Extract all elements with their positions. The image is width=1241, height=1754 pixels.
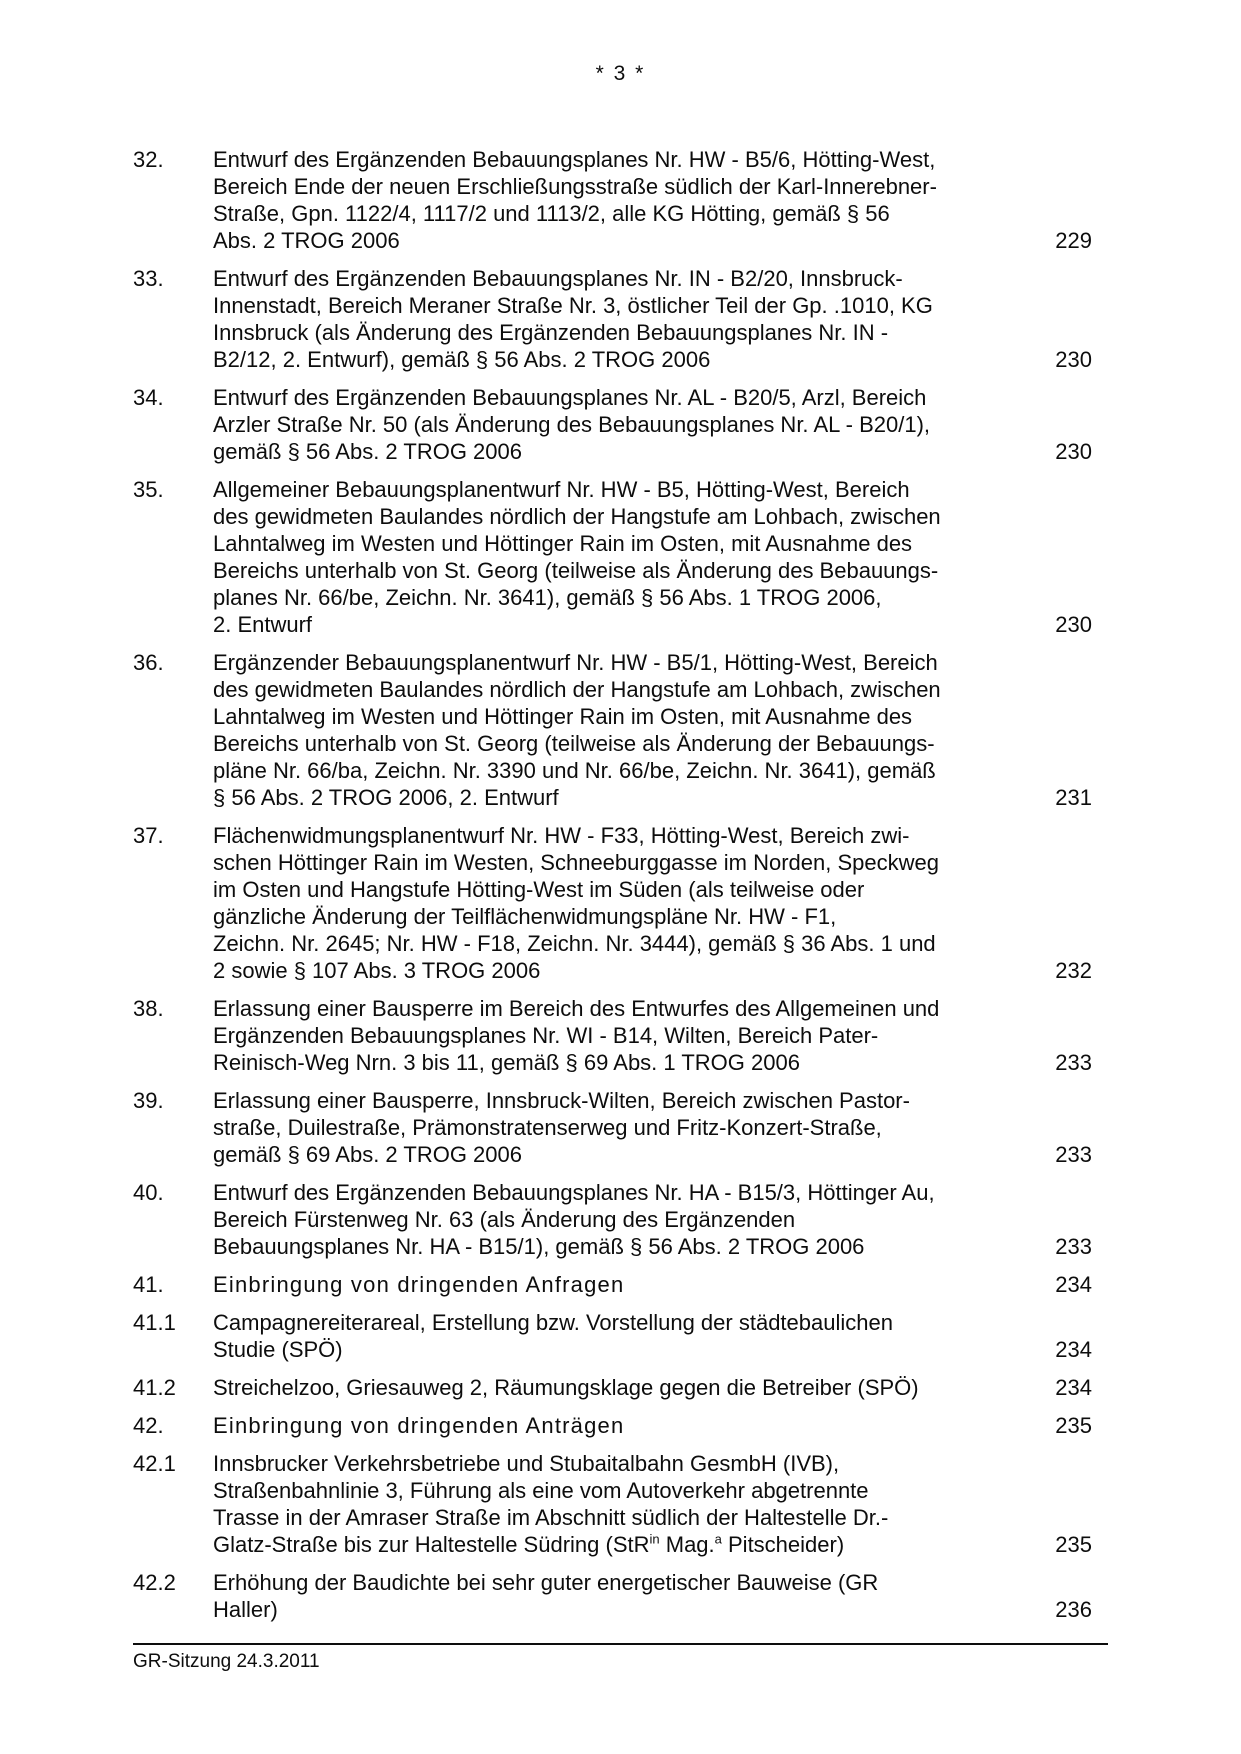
toc-list [133, 146, 1092, 1634]
toc-item-pagenum: 235 [1055, 1532, 1092, 1557]
toc-item-text [213, 146, 1013, 254]
toc-item-line: pläne Nr. 66/ba, Zeichn. Nr. 3390 und Nr. 66/be, Zeichn. Nr. 3641), gemäß [213, 758, 936, 783]
toc-item-line: Bebauungsplanes Nr. HA - B15/1), gemäß § 56 Abs. 2 TROG 2006 [213, 1234, 865, 1259]
toc-item-line: Streichelzoo, Griesauweg 2, Räumungsklage gegen die Betreiber (SPÖ) [213, 1375, 919, 1400]
toc-item-number: 42.2 [133, 1570, 176, 1595]
toc-item-line: Abs. 2 TROG 2006 [213, 228, 400, 253]
toc-item-line: Trasse in der Amraser Straße im Abschnitt südlich der Haltestelle Dr.- [213, 1505, 889, 1530]
toc-item-text [213, 476, 1013, 638]
toc-item-line: Innsbrucker Verkehrsbetriebe und Stubaitalbahn GesmbH (IVB), [213, 1451, 840, 1476]
toc-item-line: Lahntalweg im Westen und Höttinger Rain im Osten, mit Ausnahme des [213, 531, 913, 556]
toc-item-line: Erhöhung der Baudichte bei sehr guter energetischer Bauweise (GR [213, 1570, 879, 1595]
toc-item-number: 40. [133, 1180, 164, 1205]
toc-item-line: Innenstadt, Bereich Meraner Straße Nr. 3, östlicher Teil der Gp. .1010, KG [213, 293, 933, 318]
toc-item-line: B2/12, 2. Entwurf), gemäß § 56 Abs. 2 TROG 2006 [213, 347, 711, 372]
toc-item-number: 42.1 [133, 1451, 176, 1476]
toc-item-pagenum: 229 [1055, 228, 1092, 253]
toc-item-line: des gewidmeten Baulandes nördlich der Hangstufe am Lohbach, zwischen [213, 677, 941, 702]
toc-item-line: im Osten und Hangstufe Hötting-West im Süden (als teilweise oder [213, 877, 865, 902]
toc-item [133, 1309, 1092, 1363]
toc-item-number: 42. [133, 1413, 164, 1438]
footer-session-label: GR-Sitzung 24.3.2011 [133, 1651, 320, 1672]
toc-item-number: 36. [133, 650, 164, 675]
toc-item-text [213, 1569, 1013, 1623]
toc-item-text [213, 384, 1013, 465]
toc-item-line: Reinisch-Weg Nrn. 3 bis 11, gemäß § 69 Abs. 1 TROG 2006 [213, 1050, 800, 1075]
toc-item-line: Glatz-Straße bis zur Haltestelle Südring (StR$^{in}$ Mag.$^a$ Pitscheider) [213, 1531, 845, 1557]
toc-item [133, 822, 1092, 984]
toc-item-line: Bereichs unterhalb von St. Georg (teilweise als Änderung des Bebauungs- [213, 558, 939, 583]
toc-item-line: Haller) [213, 1597, 278, 1622]
toc-item [133, 1569, 1092, 1623]
toc-item-text [213, 1412, 1013, 1439]
toc-item-line: des gewidmeten Baulandes nördlich der Hangstufe am Lohbach, zwischen [213, 504, 941, 529]
toc-item-text [213, 1087, 1013, 1168]
toc-item-line: Zeichn. Nr. 2645; Nr. HW - F18, Zeichn. Nr. 3444), gemäß § 36 Abs. 1 und [213, 931, 936, 956]
toc-item-line: Bereichs unterhalb von St. Georg (teilweise als Änderung der Bebauungs- [213, 731, 935, 756]
toc-item-line: Straße, Gpn. 1122/4, 1117/2 und 1113/2, alle KG Hötting, gemäß § 56 [213, 201, 890, 226]
toc-item-line: Arzler Straße Nr. 50 (als Änderung des Bebauungsplanes Nr. AL - B20/1), [213, 412, 931, 437]
toc-item-pagenum: 236 [1055, 1597, 1092, 1622]
toc-item-pagenum: 230 [1055, 439, 1092, 464]
toc-item-text [213, 1374, 1013, 1401]
toc-item-line: gemäß § 69 Abs. 2 TROG 2006 [213, 1142, 522, 1167]
toc-item-pagenum: 233 [1055, 1234, 1092, 1259]
toc-item-number: 34. [133, 385, 164, 410]
toc-item-number: 39. [133, 1088, 164, 1113]
toc-item-line: Lahntalweg im Westen und Höttinger Rain im Osten, mit Ausnahme des [213, 704, 913, 729]
toc-item-pagenum: 230 [1055, 347, 1092, 372]
toc-item [133, 1179, 1092, 1260]
toc-item-line: planes Nr. 66/be, Zeichn. Nr. 3641), gemäß § 56 Abs. 1 TROG 2006, [213, 585, 882, 610]
toc-item-line: Entwurf des Ergänzenden Bebauungsplanes Nr. HA - B15/3, Höttinger Au, [213, 1180, 935, 1205]
toc-item-pagenum: 234 [1055, 1337, 1092, 1362]
toc-item [133, 1450, 1092, 1558]
toc-item-line: gemäß § 56 Abs. 2 TROG 2006 [213, 439, 522, 464]
toc-item-line: Entwurf des Ergänzenden Bebauungsplanes Nr. IN - B2/20, Innsbruck- [213, 266, 903, 291]
toc-item-pagenum: 232 [1055, 958, 1092, 983]
toc-item-number: 32. [133, 147, 164, 172]
toc-item-pagenum: 230 [1055, 612, 1092, 637]
toc-item [133, 1271, 1092, 1298]
toc-item-number: 38. [133, 996, 164, 1021]
toc-item-line: Flächenwidmungsplanentwurf Nr. HW - F33, Hötting-West, Bereich zwi- [213, 823, 910, 848]
toc-item-line: Ergänzenden Bebauungsplanes Nr. WI - B14, Wilten, Bereich Pater- [213, 1023, 879, 1048]
superscript-text: in [649, 1531, 660, 1547]
toc-item-line: Bereich Fürstenweg Nr. 63 (als Änderung des Ergänzenden [213, 1207, 796, 1232]
toc-item-text [213, 1271, 1013, 1298]
toc-item-line: Allgemeiner Bebauungsplanentwurf Nr. HW - B5, Hötting-West, Bereich [213, 477, 910, 502]
toc-item-line: 2. Entwurf [213, 612, 313, 637]
toc-item-line: Erlassung einer Bausperre im Bereich des Entwurfes des Allgemeinen und [213, 996, 940, 1021]
toc-item [133, 1087, 1092, 1168]
page-number-header: * 3 * [595, 62, 646, 85]
toc-item-line: § 56 Abs. 2 TROG 2006, 2. Entwurf [213, 785, 559, 810]
toc-item [133, 384, 1092, 465]
toc-item-text [213, 1309, 1013, 1363]
toc-item-text [213, 1450, 1013, 1558]
toc-item-line: Ergänzender Bebauungsplanentwurf Nr. HW - B5/1, Hötting-West, Bereich [213, 650, 938, 675]
footer-divider [133, 1643, 1108, 1645]
toc-item-line: Einbringung von dringenden Anträgen [213, 1413, 625, 1438]
toc-item-line: Campagnereiterareal, Erstellung bzw. Vorstellung der städtebaulichen [213, 1310, 893, 1335]
toc-item [133, 1412, 1092, 1439]
toc-item [133, 265, 1092, 373]
toc-item-line: gänzliche Änderung der Teilflächenwidmungspläne Nr. HW - F1, [213, 904, 837, 929]
toc-item-number: 41.1 [133, 1310, 176, 1335]
toc-item-pagenum: 233 [1055, 1050, 1092, 1075]
toc-item-line: Entwurf des Ergänzenden Bebauungsplanes Nr. AL - B20/5, Arzl, Bereich [213, 385, 927, 410]
toc-item-number: 37. [133, 823, 164, 848]
toc-item-line: Einbringung von dringenden Anfragen [213, 1272, 625, 1297]
toc-item-pagenum: 234 [1055, 1272, 1092, 1297]
toc-item-text [213, 995, 1013, 1076]
toc-item-text [213, 265, 1013, 373]
toc-item-text [213, 649, 1013, 811]
toc-item [133, 649, 1092, 811]
toc-item-number: 35. [133, 477, 164, 502]
toc-item-line: Studie (SPÖ) [213, 1337, 343, 1362]
toc-item-line: Bereich Ende der neuen Erschließungsstraße südlich der Karl-Innerebner- [213, 174, 937, 199]
toc-item-line: Straßenbahnlinie 3, Führung als eine vom Autoverkehr abgetrennte [213, 1478, 869, 1503]
superscript-text: a [714, 1531, 722, 1547]
toc-item-number: 33. [133, 266, 164, 291]
toc-item-pagenum: 234 [1055, 1375, 1092, 1400]
toc-item-line: straße, Duilestraße, Prämonstratenserweg und Fritz-Konzert-Straße, [213, 1115, 882, 1140]
toc-item-pagenum: 231 [1055, 785, 1092, 810]
toc-item-pagenum: 235 [1055, 1413, 1092, 1438]
toc-item-text [213, 822, 1013, 984]
toc-item-number: 41.2 [133, 1375, 176, 1400]
toc-item [133, 476, 1092, 638]
toc-item [133, 995, 1092, 1076]
toc-item-line: Innsbruck (als Änderung des Ergänzenden Bebauungsplanes Nr. IN - [213, 320, 889, 345]
toc-item-text [213, 1179, 1013, 1260]
toc-item-line: Entwurf des Ergänzenden Bebauungsplanes Nr. HW - B5/6, Hötting-West, [213, 147, 936, 172]
toc-item-line: Erlassung einer Bausperre, Innsbruck-Wilten, Bereich zwischen Pastor- [213, 1088, 910, 1113]
toc-item-line: schen Höttinger Rain im Westen, Schneeburggasse im Norden, Speckweg [213, 850, 939, 875]
toc-item [133, 1374, 1092, 1401]
toc-item-number: 41. [133, 1272, 164, 1297]
toc-item [133, 146, 1092, 254]
toc-item-pagenum: 233 [1055, 1142, 1092, 1167]
toc-item-line: 2 sowie § 107 Abs. 3 TROG 2006 [213, 958, 541, 983]
